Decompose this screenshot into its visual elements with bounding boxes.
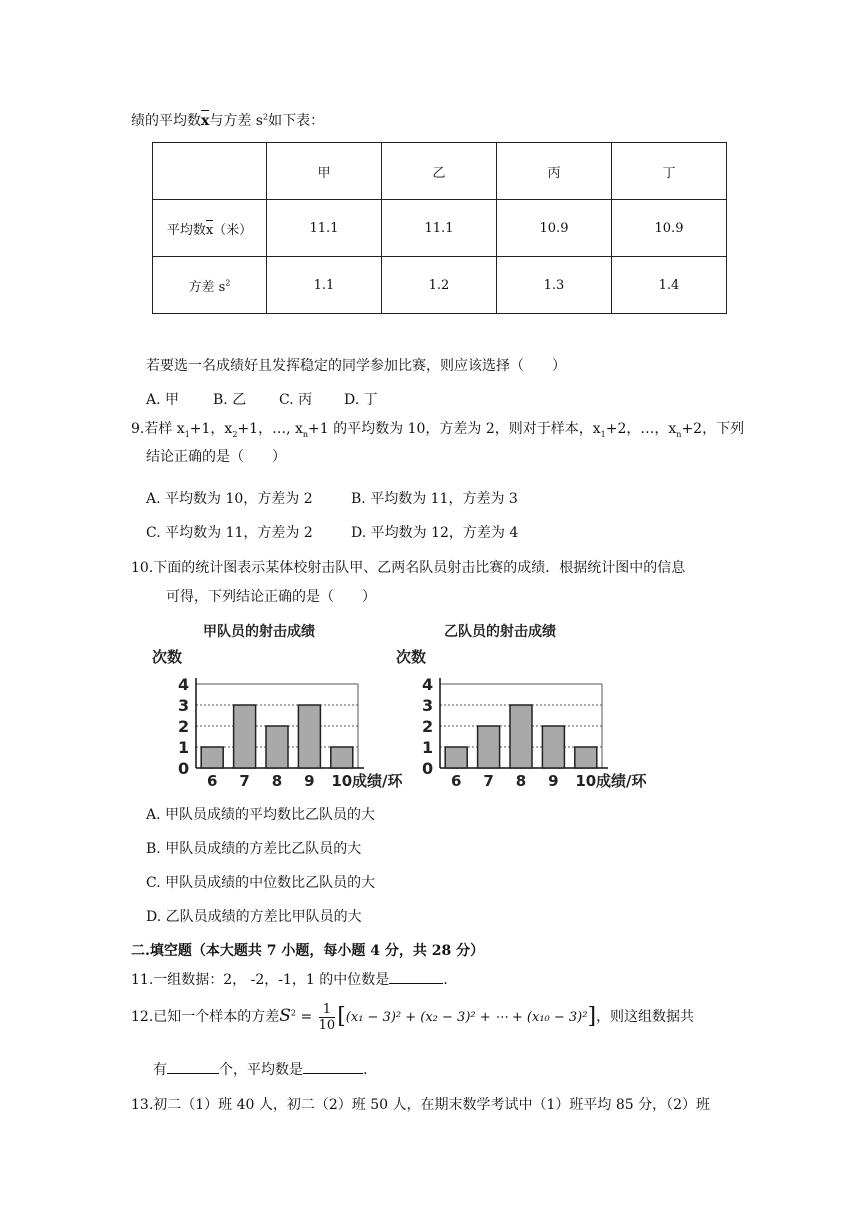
table-cell: 1.4	[612, 257, 727, 314]
q9-option-b[interactable]: B. 平均数为 11，方差为 3	[351, 491, 518, 507]
q8-option-c[interactable]: C. 丙	[279, 392, 313, 408]
bar	[445, 747, 467, 768]
q12-text: 有	[153, 1062, 167, 1078]
label-sup: 2	[225, 278, 231, 288]
intro-line	[131, 110, 324, 130]
table-header-cell: 乙	[382, 143, 497, 200]
q12-text: 12.已知一个样本的方差	[131, 1009, 280, 1025]
q12-end: .	[363, 1062, 368, 1078]
fraction	[319, 1002, 336, 1033]
x-tick-label: 10	[331, 772, 353, 790]
right-bracket: ]	[587, 1004, 597, 1029]
superscript: 2	[290, 1008, 297, 1018]
bar	[201, 747, 223, 768]
subscript: n	[676, 429, 682, 439]
answer-blank-mean[interactable]	[303, 1073, 363, 1074]
q10-option-c[interactable]: C. 甲队员成绩的中位数比乙队员的大	[146, 875, 376, 891]
q9-option-d[interactable]: D. 平均数为 12，方差为 4	[351, 525, 519, 541]
table-row	[153, 200, 727, 257]
chart-jia-svg	[148, 620, 403, 790]
table-header-cell: 丁	[612, 143, 727, 200]
bar	[234, 705, 256, 768]
section-heading: 二.填空题（本大题共 7 小题，每小题 4 分，共 28 分）	[131, 943, 485, 959]
y-tick-label: 4	[178, 675, 190, 694]
label-unit: （米）	[213, 222, 253, 238]
y-tick-label: 2	[178, 717, 190, 736]
bar	[298, 705, 320, 768]
q8-option-d[interactable]: D. 丁	[344, 392, 378, 408]
x-tick-label: 10	[575, 772, 597, 790]
chart-title: 乙队员的射击成绩	[444, 624, 556, 640]
q9-stem	[131, 418, 744, 438]
q12-text-end: ，则这组数据共	[596, 1009, 695, 1025]
intro-post: 如下表：	[268, 113, 325, 129]
q9-text: +2，下列	[681, 421, 745, 437]
table-cell: 1.1	[267, 257, 382, 314]
y-axis-label: 次数	[152, 648, 183, 666]
x-axis-label: 成绩/环	[352, 772, 403, 790]
table-cell: 11.1	[382, 200, 497, 257]
left-bracket: [	[337, 1004, 346, 1029]
q11	[131, 969, 448, 989]
y-tick-label: 2	[422, 717, 434, 736]
subscript: 1	[600, 429, 606, 439]
q10-stem: 10.下面的统计图表示某体校射击队甲、乙两名队员射击比赛的成绩．根据统计图中的信息	[131, 560, 686, 576]
y-axis-label: 次数	[396, 648, 427, 666]
q10-option-a[interactable]: A. 甲队员成绩的平均数比乙队员的大	[146, 807, 376, 823]
fraction-denominator: 10	[318, 1017, 336, 1033]
q9-option-c[interactable]: C. 平均数为 11，方差为 2	[146, 525, 313, 541]
stats-table	[152, 142, 727, 314]
q9-text: +2，…，x	[605, 421, 677, 437]
bar	[266, 726, 288, 768]
table-cell: 11.1	[267, 200, 382, 257]
y-tick-label: 4	[422, 675, 434, 694]
y-tick-label: 0	[422, 759, 434, 778]
table-header-cell: 丙	[497, 143, 612, 200]
label-text: 平均数	[166, 222, 206, 238]
fraction-numerator: 1	[319, 1002, 336, 1018]
subscript: 1	[184, 429, 190, 439]
x-tick-label: 9	[304, 772, 315, 790]
x-tick-label: 8	[515, 772, 527, 790]
q11-end: .	[443, 972, 448, 988]
q9-text: +1，x	[189, 421, 233, 437]
q12	[131, 1000, 694, 1034]
bar	[575, 747, 597, 768]
table-cell: 10.9	[497, 200, 612, 257]
mean-symbol: x	[201, 113, 210, 129]
q8-text: 若要选一名成绩好且发挥稳定的同学参加比赛，则应该选择（ ）	[146, 358, 566, 374]
q11-text: 11.一组数据：2， -2，-1，1 的中位数是	[131, 972, 390, 988]
bar	[331, 747, 353, 768]
intro-sup: 2	[263, 112, 269, 122]
q8-option-b[interactable]: B. 乙	[213, 392, 247, 408]
variance-formula: (x₁ − 3)² + (x₂ − 3)² + ⋯ + (x₁₀ − 3)²	[345, 1010, 588, 1025]
q13-stem: 13.初二（1）班 40 人，初二（2）班 50 人，在期末数学考试中（1）班平均 85 分，（2）班	[131, 1097, 711, 1113]
bar	[542, 726, 564, 768]
q10-stem-line2: 可得，下列结论正确的是（ ）	[166, 589, 376, 605]
answer-blank[interactable]	[389, 983, 443, 984]
table-row	[153, 257, 727, 314]
q9-stem-line2: 结论正确的是（ ）	[146, 449, 286, 465]
bar	[478, 726, 500, 768]
row-label-mean	[153, 200, 267, 257]
row-label-variance	[153, 257, 267, 314]
q10-option-b[interactable]: B. 甲队员成绩的方差比乙队员的大	[146, 841, 362, 857]
mean-symbol: x	[205, 222, 214, 238]
q10-option-d[interactable]: D. 乙队员成绩的方差比甲队员的大	[146, 909, 362, 925]
x-tick-label: 7	[483, 772, 494, 790]
table-cell: 1.2	[382, 257, 497, 314]
x-tick-label: 6	[450, 772, 462, 790]
y-tick-label: 1	[422, 738, 434, 757]
x-tick-label: 9	[548, 772, 559, 790]
subscript: n	[302, 429, 309, 439]
q8-option-a[interactable]: A. 甲	[146, 392, 180, 408]
chart-yi-svg	[392, 620, 682, 790]
chart-jia	[148, 620, 403, 790]
answer-blank-count[interactable]	[167, 1073, 219, 1074]
q12-line2	[153, 1059, 367, 1079]
table-corner-cell	[153, 143, 267, 200]
intro-text: 绩的平均数	[131, 113, 201, 129]
variance-symbol: S	[279, 1006, 291, 1026]
q9-option-a[interactable]: A. 平均数为 10，方差为 2	[146, 491, 313, 507]
y-tick-label: 1	[178, 738, 190, 757]
table-header-row	[153, 143, 727, 200]
y-tick-label: 3	[178, 696, 190, 715]
label-text: 方差 s	[188, 279, 226, 295]
x-tick-label: 8	[271, 772, 283, 790]
q12-text: 个，平均数是	[219, 1062, 303, 1078]
x-tick-label: 7	[239, 772, 250, 790]
table-cell: 10.9	[612, 200, 727, 257]
subscript: 2	[232, 429, 238, 439]
q9-text: +1 的平均数为 10，方差为 2，则对于样本，x	[308, 421, 601, 437]
chart-title: 甲队员的射击成绩	[203, 624, 315, 640]
equals-sign: =	[296, 1009, 317, 1025]
q9-text: 9.若样 x	[131, 421, 185, 437]
table-cell: 1.3	[497, 257, 612, 314]
q9-text: +1，…, x	[237, 421, 303, 437]
chart-yi	[392, 620, 682, 790]
x-tick-label: 6	[206, 772, 218, 790]
bar	[510, 705, 532, 768]
y-tick-label: 0	[178, 759, 190, 778]
intro-mid: 与方差 s	[209, 113, 263, 129]
table-header-cell: 甲	[267, 143, 382, 200]
y-tick-label: 3	[422, 696, 434, 715]
x-axis-label: 成绩/环	[596, 772, 647, 790]
